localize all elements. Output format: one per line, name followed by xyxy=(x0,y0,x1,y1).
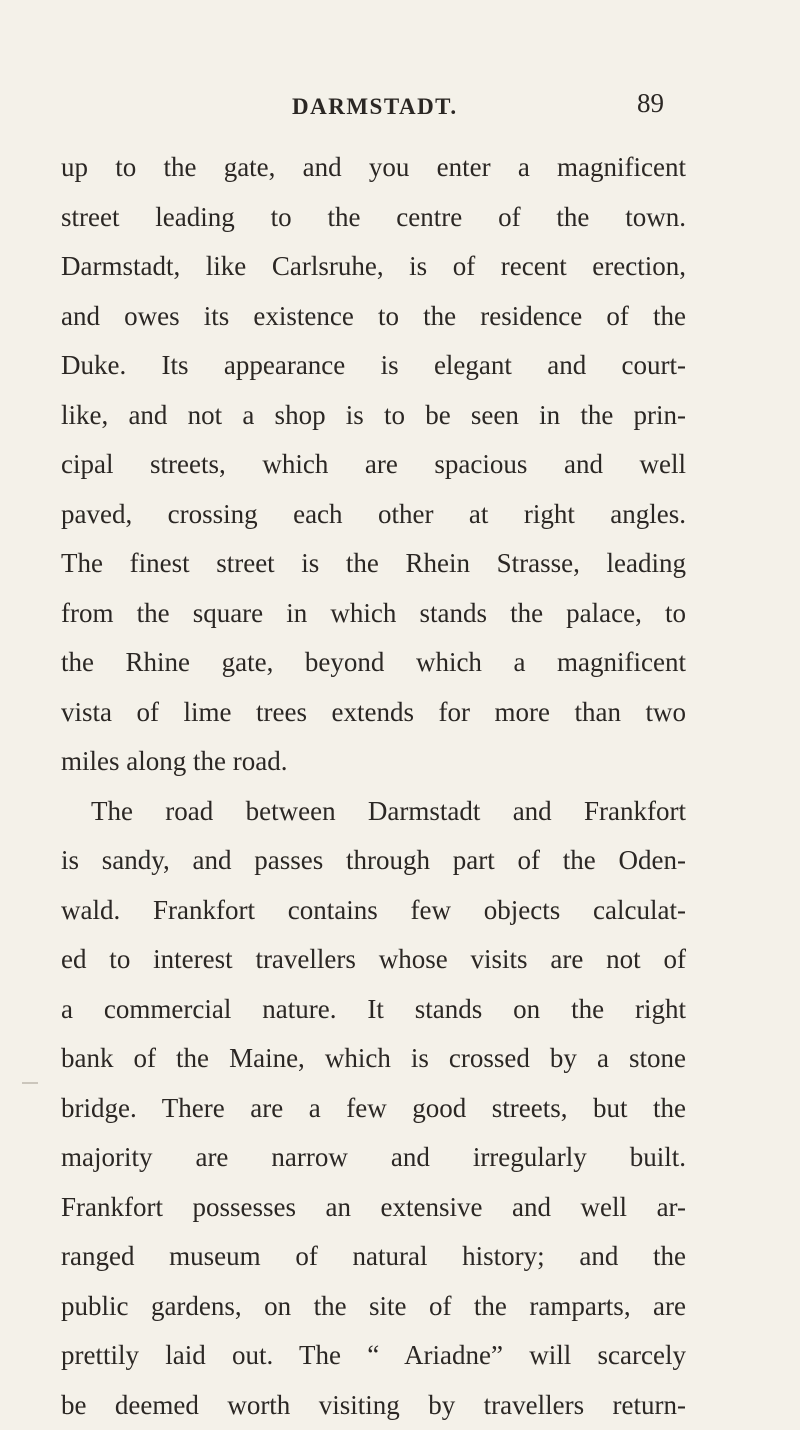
margin-mark xyxy=(22,1082,38,1084)
text-line: bank of the Maine, which is crossed by a stone xyxy=(61,1034,686,1084)
text-line: Darmstadt, like Carlsruhe, is of recent erection, xyxy=(61,242,686,292)
text-line: majority are narrow and irregularly built. xyxy=(61,1133,686,1183)
text-line: and owes its existence to the residence of the xyxy=(61,292,686,342)
text-line: be deemed worth visiting by travellers return- xyxy=(61,1381,686,1430)
text-line: street leading to the centre of the town. xyxy=(61,193,686,243)
text-line: ranged museum of natural history; and the xyxy=(61,1232,686,1282)
text-line: prettily laid out. The “ Ariadne” will scarcely xyxy=(61,1331,686,1381)
text-line: wald. Frankfort contains few objects calculat- xyxy=(61,886,686,936)
text-line: paved, crossing each other at right angles. xyxy=(61,490,686,540)
text-line: ed to interest travellers whose visits are not of xyxy=(61,935,686,985)
text-line: up to the gate, and you enter a magnificent xyxy=(61,143,686,193)
body-text xyxy=(61,143,686,1430)
running-head xyxy=(0,88,800,128)
text-line: like, and not a shop is to be seen in the prin- xyxy=(61,391,686,441)
text-line: is sandy, and passes through part of the Oden- xyxy=(61,836,686,886)
text-line: vista of lime trees extends for more than two xyxy=(61,688,686,738)
text-line: the Rhine gate, beyond which a magnificent xyxy=(61,638,686,688)
text-line: public gardens, on the site of the ramparts, are xyxy=(61,1282,686,1332)
text-line: The finest street is the Rhein Strasse, leading xyxy=(61,539,686,589)
text-line: cipal streets, which are spacious and well xyxy=(61,440,686,490)
paragraph-start-line: The road between Darmstadt and Frankfort xyxy=(61,787,686,837)
text-line: Frankfort possesses an extensive and well ar- xyxy=(61,1183,686,1233)
text-line: bridge. There are a few good streets, but the xyxy=(61,1084,686,1134)
text-line: Duke. Its appearance is elegant and court- xyxy=(61,341,686,391)
page-number: 89 xyxy=(637,88,664,119)
running-title: DARMSTADT. xyxy=(292,94,458,120)
text-line: from the square in which stands the palace, to xyxy=(61,589,686,639)
text-line: a commercial nature. It stands on the right xyxy=(61,985,686,1035)
paragraph-end-line: miles along the road. xyxy=(61,737,686,787)
